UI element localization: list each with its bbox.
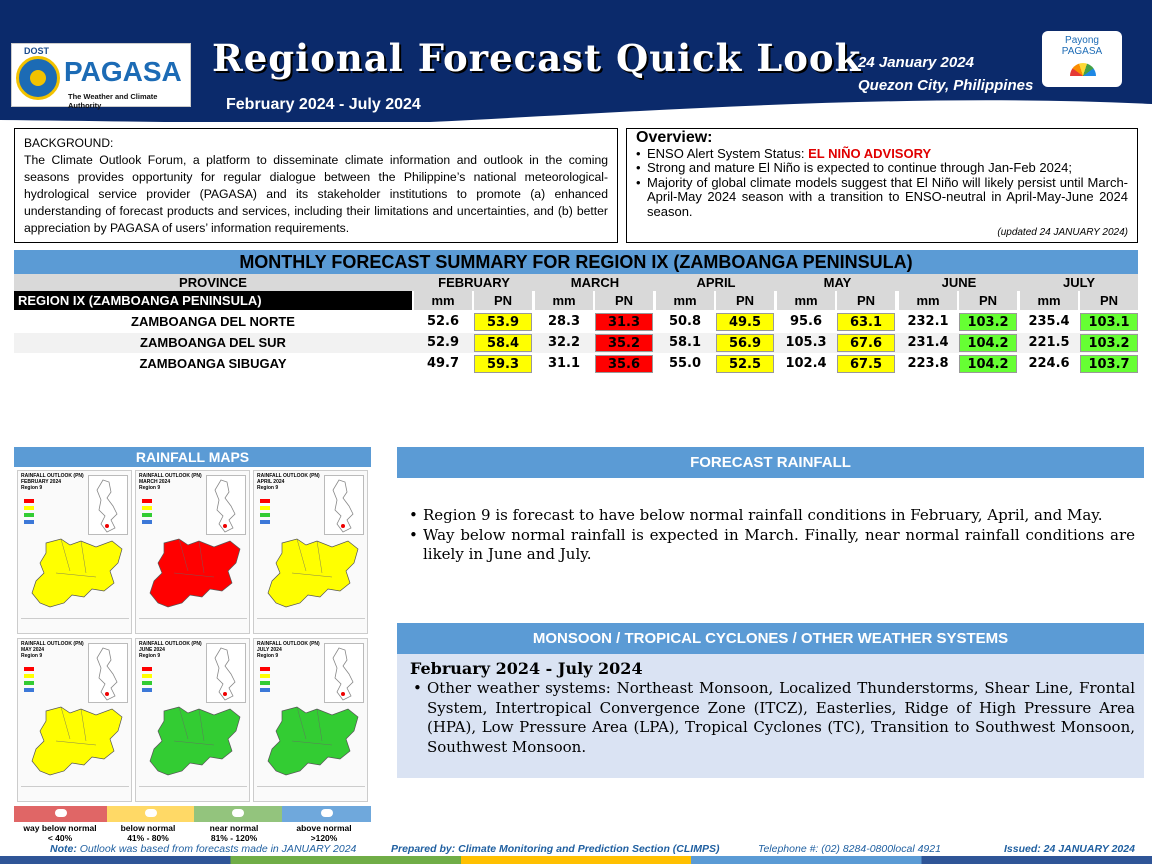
pn-subheader: PN — [837, 291, 895, 310]
rainfall-mm-cell: 55.0 — [668, 356, 702, 371]
legend-label — [108, 823, 188, 843]
map-footer-logos — [257, 618, 365, 630]
rainfall-mm-cell: 235.4 — [1028, 314, 1070, 329]
map-legend-swatch — [260, 667, 270, 671]
percent-normal-cell: 104.2 — [959, 334, 1017, 352]
pn-subheader: PN — [959, 291, 1017, 310]
forecast-period: February 2024 - July 2024 — [226, 96, 421, 113]
region-ix-map-shape — [144, 701, 244, 781]
cloud-icon — [232, 809, 244, 817]
month-header: APRIL — [696, 275, 736, 290]
issue-date: 24 January 2024 — [858, 54, 974, 71]
percent-normal-cell: 58.4 — [474, 334, 532, 352]
footer-issued: Issued: 24 JANUARY 2024 — [1004, 843, 1135, 855]
percent-normal-cell: 63.1 — [837, 313, 895, 331]
payong-line1: Payong — [1065, 35, 1099, 46]
percent-normal-cell: 53.9 — [474, 313, 532, 331]
map-legend-swatch — [260, 499, 270, 503]
forecast-rainfall-title: FORECAST RAINFALL — [397, 447, 1144, 478]
region-ix-map-shape — [144, 533, 244, 613]
percent-normal-cell: 67.6 — [837, 334, 895, 352]
forecast-bullet: • Way below normal rainfall is expected in March. Finally, near normal rainfall conditions are likely in June and July. — [405, 526, 1135, 565]
legend-category: above normal — [296, 823, 352, 833]
rainfall-mm-cell: 221.5 — [1028, 335, 1070, 350]
enso-status-label: ENSO Alert System Status: — [647, 145, 809, 161]
percent-normal-cell: 59.3 — [474, 355, 532, 373]
map-legend-swatch — [260, 513, 270, 517]
rainfall-mm-cell: 58.1 — [668, 335, 702, 350]
month-header: MAY — [823, 275, 852, 290]
rainfall-legend — [14, 806, 371, 822]
legend-swatch — [107, 806, 194, 822]
province-name: ZAMBOANGA DEL NORTE — [131, 314, 295, 329]
rainfall-mm-cell: 102.4 — [785, 356, 827, 371]
province-name: ZAMBOANGA SIBUGAY — [139, 356, 287, 371]
map-title: RAINFALL OUTLOOK (PN) MARCH 2024 Region 9 — [139, 473, 202, 491]
logo-name: PAGASA — [64, 56, 182, 87]
map-title: RAINFALL OUTLOOK (PN) MAY 2024 Region 9 — [21, 641, 84, 659]
map-legend-swatch — [260, 688, 270, 692]
overview-item-strong: • Strong and mature El Niño is expected to continue through Jan-Feb 2024; — [636, 161, 1128, 176]
table-month-header — [14, 274, 1138, 291]
percent-normal-cell: 104.2 — [959, 355, 1017, 373]
map-legend-swatch — [142, 681, 152, 685]
percent-normal-cell: 52.5 — [716, 355, 774, 373]
philippines-inset-map — [206, 643, 246, 703]
legend-range: 81% - 120% — [210, 833, 258, 843]
philippines-inset-map — [88, 475, 128, 535]
issue-location: Quezon City, Philippines — [858, 77, 1034, 94]
philippines-inset-map — [324, 475, 364, 535]
percent-normal-cell: 31.3 — [595, 313, 653, 331]
footer-note — [50, 843, 356, 855]
legend-range: >120% — [310, 833, 338, 843]
forecast-rainfall-list — [405, 506, 1135, 565]
rainfall-map — [135, 638, 250, 802]
philippines-inset-map — [206, 475, 246, 535]
map-title: RAINFALL OUTLOOK (PN) JULY 2024 Region 9 — [257, 641, 320, 659]
rainfall-mm-cell: 105.3 — [785, 335, 827, 350]
pn-subheader: PN — [1080, 291, 1138, 310]
mm-subheader: mm — [899, 291, 957, 310]
map-legend-swatch — [24, 520, 34, 524]
footer-color-strip — [0, 856, 1152, 864]
legend-label — [194, 823, 274, 843]
map-footer-logos — [139, 618, 247, 630]
background-label: BACKGROUND: — [24, 136, 114, 150]
rainfall-mm-cell: 49.7 — [426, 356, 460, 371]
legend-range: < 40% — [47, 833, 73, 843]
map-title: RAINFALL OUTLOOK (PN) FEBRUARY 2024 Region 9 — [21, 473, 84, 491]
payong-pagasa-logo — [1042, 31, 1122, 87]
map-legend-swatch — [142, 506, 152, 510]
cloud-icon — [145, 809, 157, 817]
rainfall-mm-cell: 232.1 — [907, 314, 949, 329]
percent-normal-cell: 103.7 — [1080, 355, 1138, 373]
map-legend-swatch — [260, 520, 270, 524]
overview-title: Overview: — [636, 129, 713, 146]
rainfall-mm-cell: 52.9 — [426, 335, 460, 350]
month-header: JULY — [1062, 275, 1096, 290]
pn-subheader: PN — [716, 291, 774, 310]
rainfall-mm-cell: 31.1 — [547, 356, 581, 371]
rainfall-mm-cell: 50.8 — [668, 314, 702, 329]
region-ix-map-shape — [26, 701, 126, 781]
month-header: MARCH — [570, 275, 620, 290]
legend-label — [284, 823, 364, 843]
overview-updated: (updated 24 JANUARY 2024) — [997, 226, 1128, 238]
percent-normal-cell: 49.5 — [716, 313, 774, 331]
map-legend-swatch — [24, 674, 34, 678]
map-legend — [260, 499, 272, 527]
monsoon-bullet: • Other weather systems: Northeast Monsoon, Localized Thunderstorms, Shear Line, Frontal System, Intertropical Convergence Zone (ITCZ), Easterlies, Ridge of High Pressure Area (HPA), Low Pressure Area (LPA), Tropical Cyclones (TC), Transition to Southwest Monsoon, Southwest Monsoon. — [409, 679, 1135, 757]
overview-item-enso — [636, 147, 1128, 162]
map-legend-swatch — [24, 513, 34, 517]
map-legend-swatch — [142, 499, 152, 503]
rainfall-maps-grid — [14, 468, 371, 804]
footer-prepared: Prepared by: Climate Monitoring and Prediction Section (CLIMPS) — [391, 843, 720, 855]
philippines-inset-map — [324, 643, 364, 703]
map-legend — [142, 499, 154, 527]
rainfall-maps-title: RAINFALL MAPS — [14, 447, 371, 467]
mm-subheader: mm — [777, 291, 835, 310]
province-name: ZAMBOANGA DEL SUR — [140, 335, 286, 350]
table-row — [14, 333, 1138, 353]
map-legend-swatch — [24, 688, 34, 692]
map-legend-swatch — [142, 513, 152, 517]
table-title: MONTHLY FORECAST SUMMARY FOR REGION IX (ZAMBOANGA PENINSULA) — [14, 250, 1138, 274]
map-legend — [24, 667, 36, 695]
rainfall-mm-cell: 231.4 — [907, 335, 949, 350]
map-legend-swatch — [24, 499, 34, 503]
dost-label: DOST — [24, 46, 50, 56]
footer — [0, 841, 1152, 864]
percent-normal-cell: 103.1 — [1080, 313, 1138, 331]
rainfall-mm-cell: 95.6 — [789, 314, 823, 329]
map-legend — [142, 667, 154, 695]
legend-swatch — [282, 806, 371, 822]
map-legend-swatch — [260, 674, 270, 678]
map-legend — [260, 667, 272, 695]
legend-label — [20, 823, 100, 843]
footer-note-label: Note: — [50, 843, 77, 855]
pagasa-seal-icon — [16, 56, 60, 100]
pagasa-logo — [11, 43, 191, 110]
map-footer-logos — [21, 786, 129, 798]
province-header: PROVINCE — [179, 275, 247, 290]
mm-subheader: mm — [535, 291, 593, 310]
rainfall-map — [253, 470, 368, 634]
percent-normal-cell: 103.2 — [959, 313, 1017, 331]
map-footer-logos — [139, 786, 247, 798]
legend-range: 41% - 80% — [127, 833, 169, 843]
map-title: RAINFALL OUTLOOK (PN) JUNE 2024 Region 9 — [139, 641, 202, 659]
percent-normal-cell: 35.2 — [595, 334, 653, 352]
enso-status-badge: EL NIÑO ADVISORY — [808, 145, 932, 161]
month-header: JUNE — [941, 275, 977, 290]
map-legend — [24, 499, 36, 527]
header — [0, 0, 1152, 122]
mm-subheader: mm — [1020, 291, 1078, 310]
rainfall-mm-cell: 28.3 — [547, 314, 581, 329]
map-legend-swatch — [142, 674, 152, 678]
background-text: The Climate Outlook Forum, a platform to disseminate climate information and outlook in the coming seasons provides opportunity for regular dialogue between the Philippine’s national meteorological-hydrological service provider (PAGASA) and its stakeholder institutions to promote (a) enhanced understanding of forecast products and services, including their limitations and uncertainties, and (b) better appreciation by PAGASA of users’ information requirements. — [24, 153, 608, 235]
map-legend-swatch — [24, 681, 34, 685]
map-legend-swatch — [142, 667, 152, 671]
pn-subheader: PN — [474, 291, 532, 310]
rainfall-map — [253, 638, 368, 802]
map-footer-logos — [21, 618, 129, 630]
table-row — [14, 312, 1138, 332]
map-legend-swatch — [24, 667, 34, 671]
map-legend-swatch — [142, 688, 152, 692]
overview-item-models: • Majority of global climate models suggest that El Niño will likely persist until March-April-May 2024 season with a transition to ENSO-neutral in April-May-June 2024 season. — [636, 176, 1128, 220]
region-ix-map-shape — [262, 701, 362, 781]
rainfall-map — [17, 470, 132, 634]
mm-subheader: mm — [656, 291, 714, 310]
table-row — [14, 354, 1138, 374]
payong-line2: PAGASA — [1061, 46, 1103, 57]
percent-normal-cell: 67.5 — [837, 355, 895, 373]
monsoon-period: February 2024 - July 2024 — [410, 659, 643, 678]
region-ix-map-shape — [262, 533, 362, 613]
monsoon-box — [397, 654, 1144, 778]
cloud-icon — [55, 809, 67, 817]
legend-category: below normal — [120, 823, 176, 833]
legend-category: way below normal — [23, 823, 97, 833]
region-label: REGION IX (ZAMBOANGA PENINSULA) — [14, 291, 412, 310]
logo-tagline: The Weather and Climate Authority — [68, 92, 158, 110]
map-footer-logos — [257, 786, 365, 798]
legend-category: near normal — [209, 823, 259, 833]
forecast-bullet: • Region 9 is forecast to have below normal rainfall conditions in February, April, and May. — [405, 506, 1135, 526]
page-title: Regional Forecast Quick Look — [212, 36, 862, 80]
umbrella-icon — [1070, 63, 1096, 76]
rainfall-mm-cell: 224.6 — [1028, 356, 1070, 371]
overview-box — [626, 128, 1138, 243]
map-title: RAINFALL OUTLOOK (PN) APRIL 2024 Region 9 — [257, 473, 320, 491]
legend-swatch — [14, 806, 107, 822]
footer-telephone: Telephone #: (02) 8284-0800local 4921 — [758, 843, 941, 855]
footer-note-text: Outlook was based from forecasts made in JANUARY 2024 — [76, 843, 357, 855]
map-legend-swatch — [260, 506, 270, 510]
overview-list — [636, 147, 1128, 220]
monsoon-list — [409, 679, 1135, 757]
month-header: FEBRUARY — [438, 275, 510, 290]
percent-normal-cell: 103.2 — [1080, 334, 1138, 352]
mm-subheader: mm — [414, 291, 472, 310]
percent-normal-cell: 35.6 — [595, 355, 653, 373]
pn-subheader: PN — [595, 291, 653, 310]
legend-swatch — [194, 806, 282, 822]
rainfall-mm-cell: 223.8 — [907, 356, 949, 371]
monsoon-title: MONSOON / TROPICAL CYCLONES / OTHER WEATHER SYSTEMS — [397, 623, 1144, 654]
rainfall-map — [135, 470, 250, 634]
cloud-icon — [321, 809, 333, 817]
region-ix-map-shape — [26, 533, 126, 613]
map-legend-swatch — [142, 520, 152, 524]
map-legend-swatch — [260, 681, 270, 685]
percent-normal-cell: 56.9 — [716, 334, 774, 352]
philippines-inset-map — [88, 643, 128, 703]
rainfall-mm-cell: 52.6 — [426, 314, 460, 329]
rainfall-mm-cell: 32.2 — [547, 335, 581, 350]
rainfall-map — [17, 638, 132, 802]
map-legend-swatch — [24, 506, 34, 510]
background-box — [14, 128, 618, 243]
